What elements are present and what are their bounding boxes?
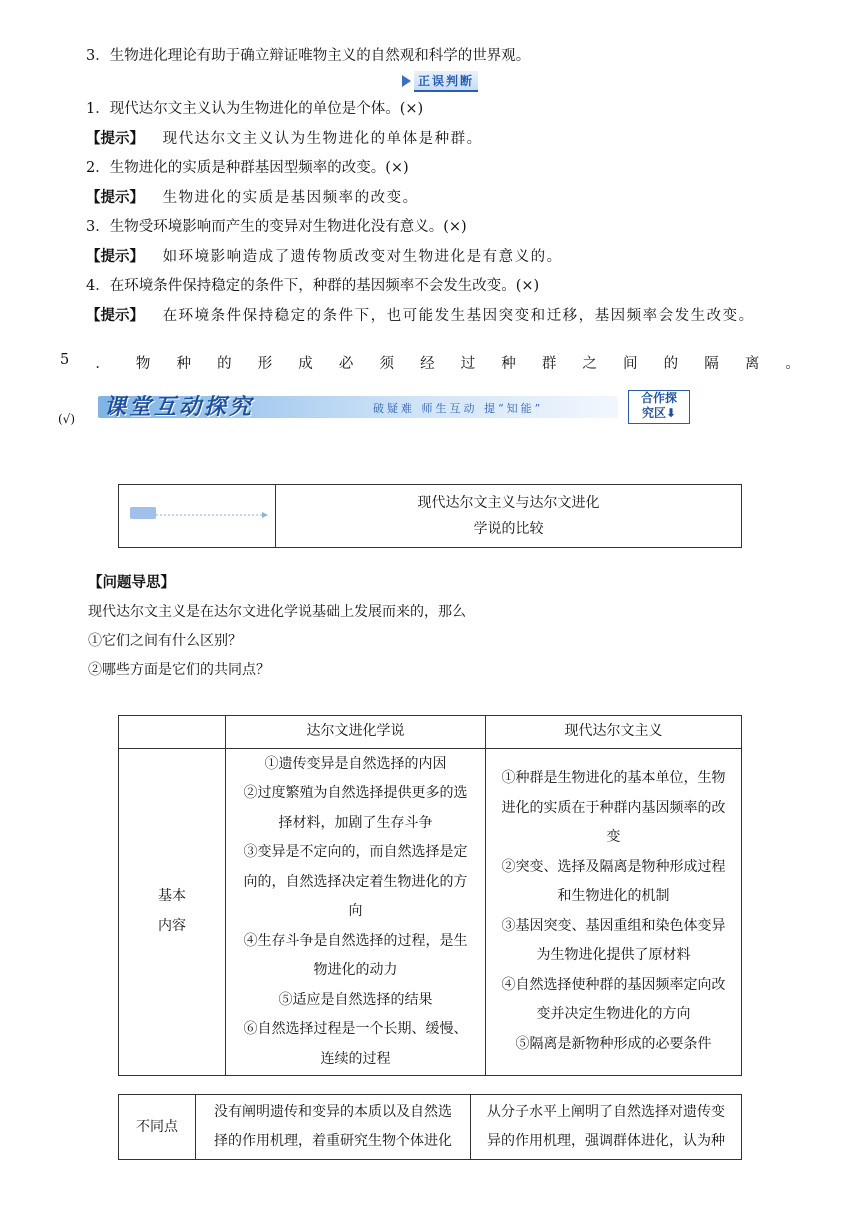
char: ． bbox=[95, 356, 110, 372]
statement-2: 2．生物进化的实质是种群基因型频率的改变。(×) bbox=[86, 160, 409, 176]
darwin-line: ⑤适应是自然选择的结果 bbox=[278, 991, 433, 1008]
guide-lead: 现代达尔文主义是在达尔文进化学说基础上发展而来的，那么 bbox=[88, 604, 466, 620]
darwin-line: ①遗传变异是自然选择的内因 bbox=[264, 755, 447, 772]
statement-5-mark: (√) bbox=[58, 412, 76, 426]
modern-line: ⑤隔离是新物种形成的必要条件 bbox=[515, 1035, 712, 1052]
char: 过 bbox=[460, 356, 476, 372]
char: 形 bbox=[257, 356, 273, 372]
char: 物 bbox=[135, 356, 151, 372]
diff-darwin bbox=[196, 1095, 471, 1160]
hint-text: 现代达尔文主义认为生物进化的单体是种群。 bbox=[162, 131, 483, 147]
hint-text: 如环境影响造成了遗传物质改变对生物进化是有意义的。 bbox=[162, 249, 563, 265]
modern-line: 和生物进化的机制 bbox=[557, 888, 670, 905]
hint-label: 【提示】 bbox=[86, 190, 144, 206]
modern-line: 进化的实质在于种群内基因频率的改 bbox=[501, 799, 726, 816]
char: 间 bbox=[623, 356, 638, 372]
guide-label: 【问题导思】 bbox=[88, 575, 175, 591]
char: 隔 bbox=[704, 356, 719, 372]
hint-row-1 bbox=[86, 127, 483, 148]
statement-3: 3．生物受环境影响而产生的变异对生物进化没有意义。(×) bbox=[86, 219, 467, 235]
modern-line: ③基因突变、基因重组和染色体变异 bbox=[501, 917, 726, 934]
row-label-basic bbox=[119, 748, 226, 1076]
modern-line: 变 bbox=[606, 829, 621, 846]
hint-row-4 bbox=[86, 304, 755, 325]
dotted-arrow-icon bbox=[122, 499, 272, 529]
diff-darwin-line: 择的作用机理，着重研究生物个体进化 bbox=[214, 1133, 452, 1149]
topic-table bbox=[118, 484, 742, 548]
banner-box bbox=[628, 390, 690, 424]
char: 成 bbox=[298, 356, 313, 372]
guide-q2: ②哪些方面是它们的共同点？ bbox=[88, 662, 270, 678]
hint-row-2 bbox=[86, 186, 419, 207]
char: 种 bbox=[176, 356, 192, 372]
hint-label: 【提示】 bbox=[86, 308, 144, 324]
darwin-line: 物进化的动力 bbox=[313, 962, 398, 978]
char: 种 bbox=[501, 356, 516, 372]
judge-badge bbox=[402, 72, 486, 90]
darwin-line: ③变异是不定向的，而自然选择是定 bbox=[243, 844, 468, 860]
char: 的 bbox=[663, 356, 679, 372]
play-arrow-icon bbox=[402, 75, 411, 87]
darwin-line: ⑥自然选择过程是一个长期、缓慢、 bbox=[243, 1021, 468, 1037]
hint-label: 【提示】 bbox=[86, 249, 144, 265]
topic-icon-cell bbox=[119, 485, 276, 548]
hint-label: 【提示】 bbox=[86, 131, 144, 147]
char: 须 bbox=[379, 356, 394, 372]
hint-text: 在环境条件保持稳定的条件下，也可能发生基因突变和迁移，基因频率会发生改变。 bbox=[162, 308, 755, 324]
corner-cell bbox=[119, 716, 226, 749]
banner-title: 课堂互动探究 bbox=[104, 394, 255, 420]
darwin-line: 向的，自然选择决定着生物进化的方 bbox=[243, 873, 468, 890]
darwin-content bbox=[226, 748, 486, 1076]
char: 离 bbox=[744, 356, 760, 372]
intro-line: 3．生物进化理论有助于确立辩证唯物主义的自然观和科学的世界观。 bbox=[86, 48, 531, 64]
hint-text: 生物进化的实质是基因频率的改变。 bbox=[162, 190, 419, 206]
statement-4: 4．在环境条件保持稳定的条件下，种群的基因频率不会发生改变。(×) bbox=[86, 278, 540, 294]
diff-table bbox=[118, 1094, 742, 1160]
modern-line: ④自然选择使种群的基因频率定向改 bbox=[501, 976, 726, 993]
modern-content bbox=[486, 748, 742, 1076]
darwin-line: ④生存斗争是自然选择的过程，是生 bbox=[243, 932, 468, 949]
col-header-darwin: 达尔文进化学说 bbox=[226, 716, 486, 749]
guide-q1: ①它们之间有什么区别？ bbox=[88, 633, 242, 649]
statement-5 bbox=[60, 352, 800, 373]
section-banner bbox=[98, 390, 690, 424]
darwin-line: 择材料，加剧了生存斗争 bbox=[278, 814, 433, 831]
char: 的 bbox=[217, 356, 232, 372]
topic-title-line2: 学说的比较 bbox=[473, 521, 544, 537]
topic-title-line1: 现代达尔文主义与达尔文进化 bbox=[417, 495, 600, 511]
char: 必 bbox=[338, 356, 354, 372]
modern-line: ①种群是生物进化的基本单位，生物 bbox=[501, 770, 726, 787]
diff-label: 不同点 bbox=[119, 1095, 196, 1160]
diff-modern-line: 异的作用机理，强调群体进化，认为种 bbox=[487, 1133, 725, 1149]
compare-table bbox=[118, 715, 742, 1076]
modern-line: ②突变、选择及隔离是物种形成过程 bbox=[501, 858, 726, 875]
modern-line: 变并决定生物进化的方向 bbox=[536, 1006, 691, 1023]
diff-modern bbox=[471, 1095, 742, 1160]
judge-badge-label: 正误判断 bbox=[414, 71, 478, 92]
diff-modern-line: 从分子水平上阐明了自然选择对遗传变 bbox=[487, 1104, 725, 1120]
char: 5 bbox=[60, 352, 70, 368]
banner-subtitle: 破疑难 师生互动 提“知能” bbox=[373, 402, 544, 415]
char: 。 bbox=[785, 356, 800, 372]
topic-title bbox=[276, 485, 742, 548]
char: 群 bbox=[541, 356, 557, 372]
darwin-line: 向 bbox=[348, 903, 363, 919]
row-label-line1: 基本 bbox=[158, 888, 186, 905]
char: 经 bbox=[420, 356, 435, 372]
char: 之 bbox=[582, 356, 597, 372]
modern-line: 为生物进化提供了原材料 bbox=[536, 947, 691, 964]
col-header-modern: 现代达尔文主义 bbox=[486, 716, 742, 749]
darwin-line: 连续的过程 bbox=[320, 1050, 391, 1067]
darwin-line: ②过度繁殖为自然选择提供更多的选 bbox=[243, 785, 468, 801]
banner-box-line2: 究区⬇ bbox=[641, 406, 677, 420]
row-label-line2: 内容 bbox=[158, 917, 186, 934]
hint-row-3 bbox=[86, 245, 563, 266]
statement-1: 1．现代达尔文主义认为生物进化的单位是个体。(×) bbox=[86, 101, 424, 117]
banner-box-line1: 合作探 bbox=[640, 391, 677, 405]
diff-darwin-line: 没有阐明遗传和变异的本质以及自然选 bbox=[214, 1104, 452, 1120]
